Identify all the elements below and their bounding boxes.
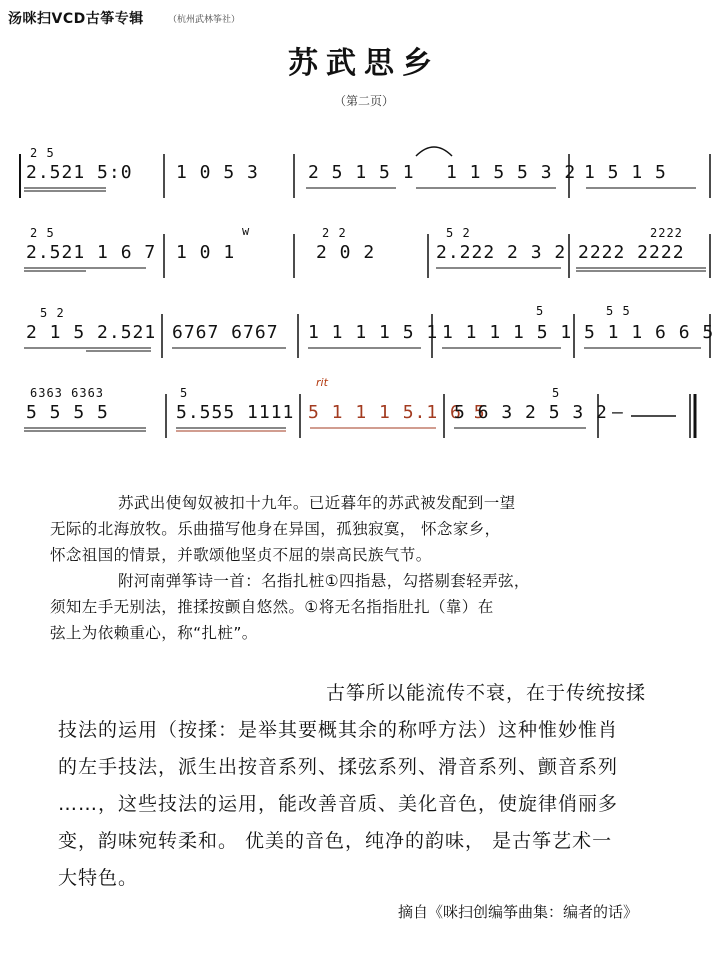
description-line-5: 须知左手无别法，推揉按颤自悠然。①将无名指指肚扎（靠）在 [50, 598, 494, 616]
row-2-measure-3: 2 0 2 [316, 242, 376, 263]
essay-line-1: 古筝所以能流传不衰，在于传统按揉 [326, 682, 647, 704]
essay-line-5: 变，韵味宛转柔和。 优美的音色，纯净的韵味， 是古筝艺术一 [58, 830, 613, 852]
row-2-upper-2: w [242, 224, 251, 238]
essay-line-3: 的左手技法，派生出按音系列、揉弦系列、滑音系列、颤音系列 [58, 756, 619, 778]
row-4-upper-2: 5 [180, 386, 189, 400]
page-title: 苏武思乡 [288, 46, 440, 81]
row-4-measure-4: 5 6 3 2 5 3 2 [454, 402, 608, 423]
music-score [16, 120, 716, 470]
page-number: （第二页） [333, 94, 394, 108]
row-1-measure-3: 2 5 1 5 1 [308, 162, 415, 183]
score-row-3 [16, 296, 716, 382]
ritardando-mark: rit [316, 376, 328, 389]
row-4-upper-1: 6363 6363 [30, 386, 105, 400]
row-3-upper-1: 5 2 [40, 306, 65, 320]
row-3-measure-3: 1 1 1 1 5 1 [308, 322, 439, 343]
row-3-measure-1: 2 1 5 2.521 [26, 322, 157, 343]
row-2-upper-4: 5 2 [446, 226, 471, 240]
row-4-measure-1: 5 5 5 5 [26, 402, 109, 423]
row-2-measure-1: 2.521 1 6 7 [26, 242, 157, 263]
description-line-2: 无际的北海放牧。乐曲描写他身在异国，孤独寂寞， 怀念家乡， [50, 520, 501, 538]
row-4-measure-2: 5.555 1111 [176, 402, 295, 423]
row-1-measure-1: 2.521 5:0 [26, 162, 133, 183]
score-row-2 [16, 216, 716, 302]
row-3-measure-4: 1 1 1 1 5 1 [442, 322, 573, 343]
row-4-measure-3: 5 1 1 1 5.1 6 5 [308, 402, 486, 423]
row-1-measure-2: 1 0 5 3 [176, 162, 259, 183]
row-2-upper-3: 2 2 [322, 226, 347, 240]
row-3-measure-2: 6767 6767 [172, 322, 279, 343]
essay-line-6: 大特色。 [58, 867, 139, 889]
essay [58, 675, 698, 897]
row-2-measure-4: 2.222 2 3 2 [436, 242, 567, 263]
row-2-measure-5: 2222 2222 [578, 242, 685, 263]
score-row-1 [16, 136, 716, 222]
row-1-measure-4: 1 1 5 5 3 2 [446, 162, 577, 183]
row-4-upper-4: 5 [552, 386, 561, 400]
row-1-upper: 2 5 [30, 146, 55, 160]
row-3-measure-5: 5 1 1 6 6 5 [584, 322, 715, 343]
row-1-measure-5: 1 5 1 5 [584, 162, 667, 183]
description [50, 490, 694, 646]
description-line-4: 附河南弹筝诗一首：名指扎桩①四指悬，勾搭剔套轻弄弦， [118, 572, 530, 590]
essay-line-4: ……，这些技法的运用，能改善音质、美化音色，使旋律俏丽多 [58, 793, 619, 815]
row-4-measure-5: — [612, 402, 624, 423]
row-3-upper-3: 5 5 [606, 304, 631, 318]
description-line-3: 怀念祖国的情景，并歌颂他坚贞不屈的崇高民族气节。 [50, 546, 432, 564]
description-line-1: 苏武出使匈奴被扣十九年。已近暮年的苏武被发配到一望 [118, 494, 516, 512]
score-row-4 [16, 376, 716, 462]
description-line-6: 弦上为依赖重心，称“扎桩”。 [50, 624, 258, 642]
publisher: （杭州武林筝社） [168, 15, 241, 25]
essay-line-2: 技法的运用（按揉：是举其要概其余的称呼方法）这种惟妙惟肖 [58, 719, 619, 741]
citation: 摘自《咪扫创编筝曲集：编者的话》 [398, 903, 639, 921]
row-2-upper-1: 2 5 [30, 226, 55, 240]
row-2-measure-2: 1 0 1 [176, 242, 236, 263]
series-title: 汤咪扫VCD古筝专辑 [8, 11, 144, 27]
row-3-upper-2: 5 [536, 304, 545, 318]
row-2-upper-5: 2222 [650, 226, 683, 240]
